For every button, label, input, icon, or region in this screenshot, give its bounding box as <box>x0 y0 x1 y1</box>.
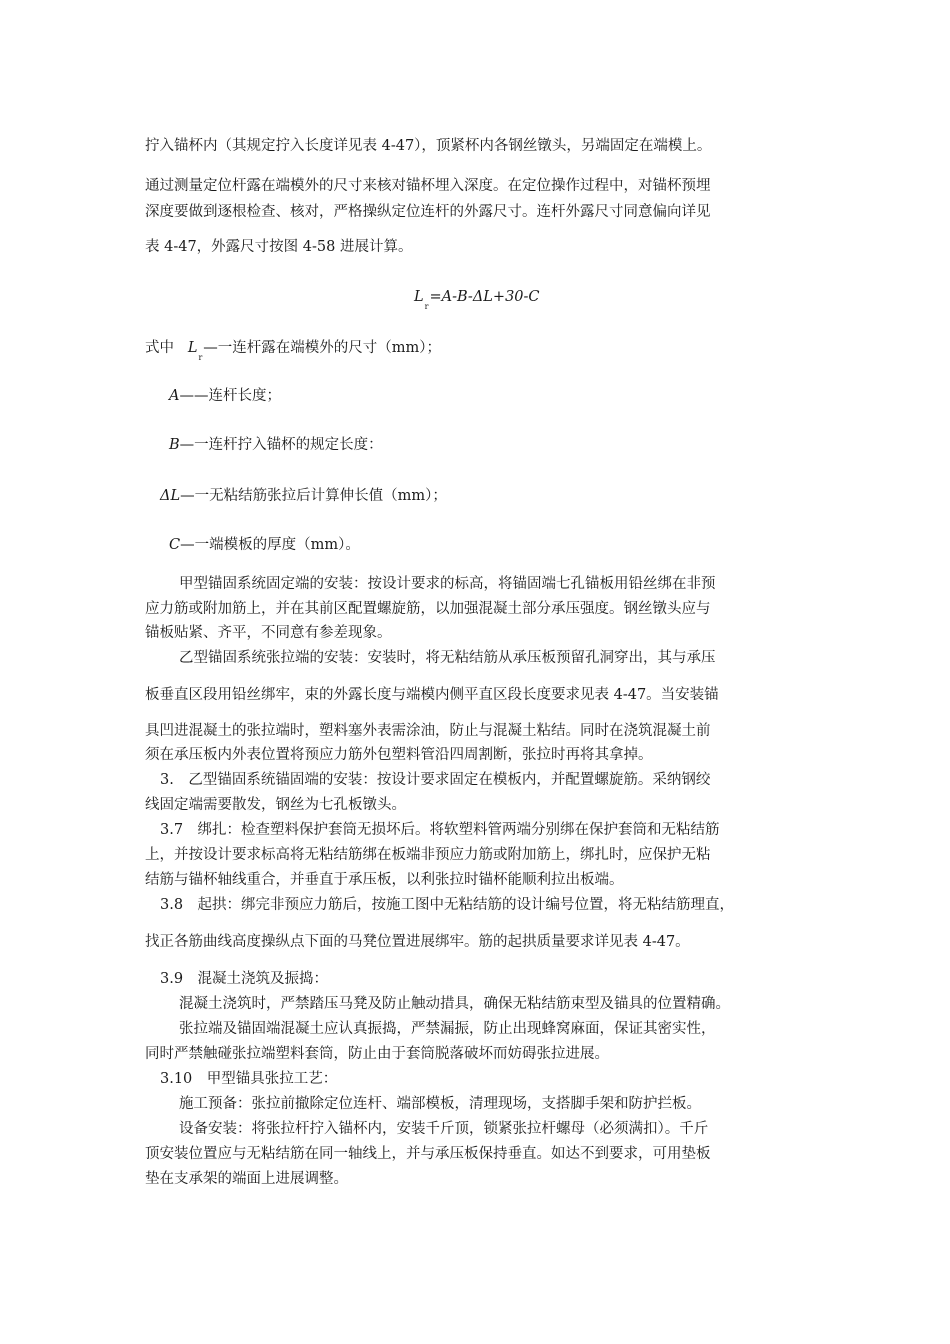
text-line: 3.8 起拱：绑完非预应力筋后，按施工图中无粘结筋的设计编号位置，将无粘结筋理直， <box>160 897 735 913</box>
text-line: 垫在支承架的端面上进展调整。 <box>145 1171 348 1187</box>
where-dL-symbol: ΔL <box>160 488 181 504</box>
text-line: 板垂直区段用铅丝绑牢，束的外露长度与端模内侧平直区段长度要求见表 4-47。当安装锚 <box>145 687 719 703</box>
text-line: 3.10 甲型锚具张拉工艺： <box>160 1071 338 1087</box>
text-line: 3.7 绑扎：检查塑料保护套筒无损坏后。将软塑料管两端分别绑在保护套筒和无粘结筋 <box>160 822 720 838</box>
where-dL-desc: —一无粘结筋张拉后计算伸长值（mm）； <box>180 488 447 504</box>
text-line: 具凹进混凝土的张拉端时，塑料塞外表需涂油，防止与混凝土粘结。同时在浇筑混凝土前 <box>145 723 711 739</box>
where-line-A <box>169 386 281 406</box>
text-line: 顶安装位置应与无粘结筋在同一轴线上，并与承压板保持垂直。如达不到要求，可用垫板 <box>145 1146 711 1162</box>
where-line-B <box>169 435 383 455</box>
text-line: 上，并按设计要求标高将无粘结筋绑在板端非预应力筋或附加筋上，绑扎时，应保护无粘 <box>145 847 711 863</box>
text-line: 应力筋或附加筋上，并在其前区配置螺旋筋，以加强混凝土部分承压强度。钢丝镦头应与 <box>145 601 711 617</box>
text-line: 施工预备：张拉前撤除定位连杆、端部模板，清理现场，支搭脚手架和防护拦板。 <box>179 1096 701 1112</box>
where-L-desc: —一连杆露在端模外的尺寸（mm）； <box>203 340 442 356</box>
where-line-C <box>169 535 360 555</box>
text-line: 设备安装：将张拉杆拧入锚杯内，安装千斤顶，锁紧张拉杆螺母（必须满扣）。千斤 <box>179 1121 709 1137</box>
where-A-symbol: A <box>169 388 180 404</box>
where-L-subscript: r <box>198 353 203 362</box>
formula-rhs: =A-B-ΔL+30-C <box>429 289 540 305</box>
text-line: 3.9 混凝土浇筑及振捣： <box>160 971 329 987</box>
where-C-desc: —一端模板的厚度（mm）。 <box>180 537 360 553</box>
text-line: 甲型锚固系统固定端的安装：按设计要求的标高，将锚固端七孔锚板用铅丝绑在非预 <box>179 576 716 592</box>
text-line: 结筋与锚杯轴线重合，并垂直于承压板，以利张拉时锚杯能顺利拉出板端。 <box>145 872 624 888</box>
formula-lhs: L <box>414 289 424 305</box>
formula-subscript: r <box>424 302 429 311</box>
where-C-symbol: C <box>169 537 181 553</box>
text-line: 表 4-47，外露尺寸按图 4-58 进展计算。 <box>145 239 413 255</box>
where-B-symbol: B <box>169 437 180 453</box>
where-line-dL <box>160 486 447 506</box>
text-line: 乙型锚固系统张拉端的安装：安装时，将无粘结筋从承压板预留孔洞穿出，其与承压 <box>179 650 716 666</box>
where-prefix: 式中 <box>145 340 174 356</box>
text-line: 锚板贴紧、齐平，不同意有参差现象。 <box>145 625 392 641</box>
where-line-L <box>145 338 441 360</box>
text-line: 混凝土浇筑时，严禁踏压马凳及防止触动措具，确保无粘结筋束型及锚具的位置精确。 <box>179 996 730 1012</box>
text-line: 张拉端及锚固端混凝土应认真振捣，严禁漏振，防止出现蜂窝麻面，保证其密实性， <box>179 1021 716 1037</box>
text-line: 须在承压板内外表位置将预应力筋外包塑料管沿四周割断，张拉时再将其拿掉。 <box>145 747 653 763</box>
text-line: 深度要做到逐根检查、核对，严格操纵定位连杆的外露尺寸。连杆外露尺寸同意偏向详见 <box>145 204 711 220</box>
formula <box>414 289 540 311</box>
text-line: 通过测量定位杆露在端模外的尺寸来核对锚杯埋入深度。在定位操作过程中，对锚杯预埋 <box>145 178 711 194</box>
text-line: 同时严禁触碰张拉端塑料套筒，防止由于套筒脱落破坏而妨碍张拉进展。 <box>145 1046 609 1062</box>
where-B-desc: —一连杆拧入锚杯的规定长度： <box>179 437 383 453</box>
where-A-desc: ——连杆长度； <box>179 388 281 404</box>
text-line: 找正各筋曲线高度操纵点下面的马凳位置进展绑牢。筋的起拱质量要求详见表 4-47。 <box>145 934 690 950</box>
text-line: 3. 乙型锚固系统锚固端的安装：按设计要求固定在模板内，并配置螺旋筋。采纳钢绞 <box>160 772 711 788</box>
text-line: 线固定端需要散发，钢丝为七孔板镦头。 <box>145 797 406 813</box>
where-L-symbol: L <box>187 340 198 356</box>
text-line: 拧入锚杯内（其规定拧入长度详见表 4-47），顶紧杯内各钢丝镦头，另端固定在端模上。 <box>145 138 712 154</box>
